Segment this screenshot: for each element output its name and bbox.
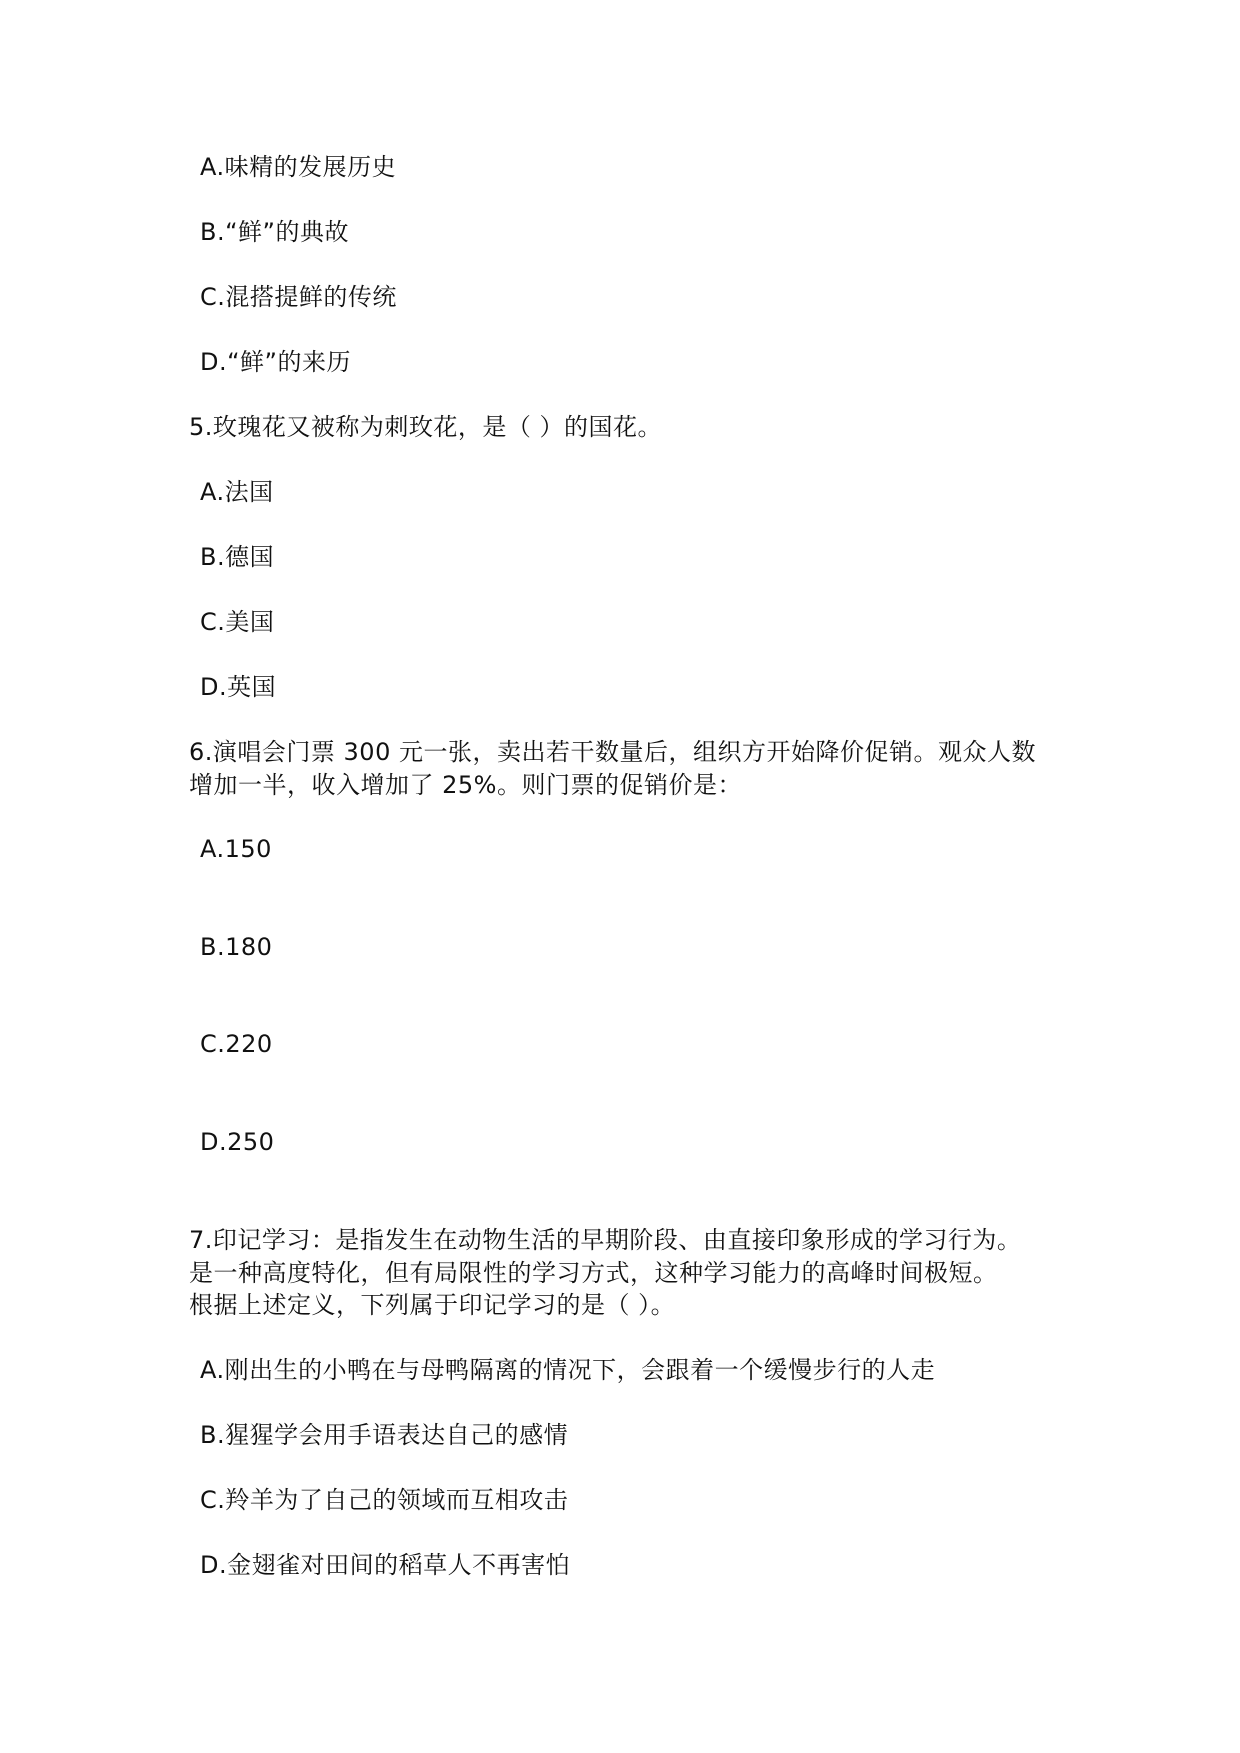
q6-option-a: A.150 xyxy=(200,835,272,863)
q6-stem-line-2: 增加一半，收入增加了 25%。则门票的促销价是： xyxy=(189,771,742,799)
q5-option-d: D.英国 xyxy=(200,673,277,701)
q5-option-c: C.美国 xyxy=(200,608,275,636)
q7-stem-line-1: 7.印记学习：是指发生在动物生活的早期阶段、由直接印象形成的学习行为。 xyxy=(189,1226,1022,1254)
q7-option-d: D.金翅雀对田间的稻草人不再害怕 xyxy=(200,1551,571,1579)
q4-option-a: A.味精的发展历史 xyxy=(200,153,397,181)
q7-option-b: B.猩猩学会用手语表达自己的感情 xyxy=(200,1421,569,1449)
q7-stem-line-3: 根据上述定义，下列属于印记学习的是（ ）。 xyxy=(189,1291,676,1319)
q6-option-c: C.220 xyxy=(200,1030,273,1058)
q5-option-a: A.法国 xyxy=(200,478,274,506)
q7-option-a: A.刚出生的小鸭在与母鸭隔离的情况下，会跟着一个缓慢步行的人走 xyxy=(200,1356,936,1384)
q5-stem: 5.玫瑰花又被称为刺玫花，是（ ）的国花。 xyxy=(189,413,663,441)
q6-stem-line-1: 6.演唱会门票 300 元一张，卖出若干数量后，组织方开始降价促销。观众人数 xyxy=(189,738,1036,766)
q4-option-b: B.“鲜”的典故 xyxy=(200,218,349,246)
q7-option-c: C.羚羊为了自己的领域而互相攻击 xyxy=(200,1486,569,1514)
q6-option-d: D.250 xyxy=(200,1128,275,1156)
q4-option-c: C.混搭提鲜的传统 xyxy=(200,283,397,311)
q5-option-b: B.德国 xyxy=(200,543,275,571)
q6-option-b: B.180 xyxy=(200,933,273,961)
q7-stem-line-2: 是一种高度特化，但有局限性的学习方式，这种学习能力的高峰时间极短。 xyxy=(189,1259,998,1287)
q4-option-d: D.“鲜”的来历 xyxy=(200,348,351,376)
